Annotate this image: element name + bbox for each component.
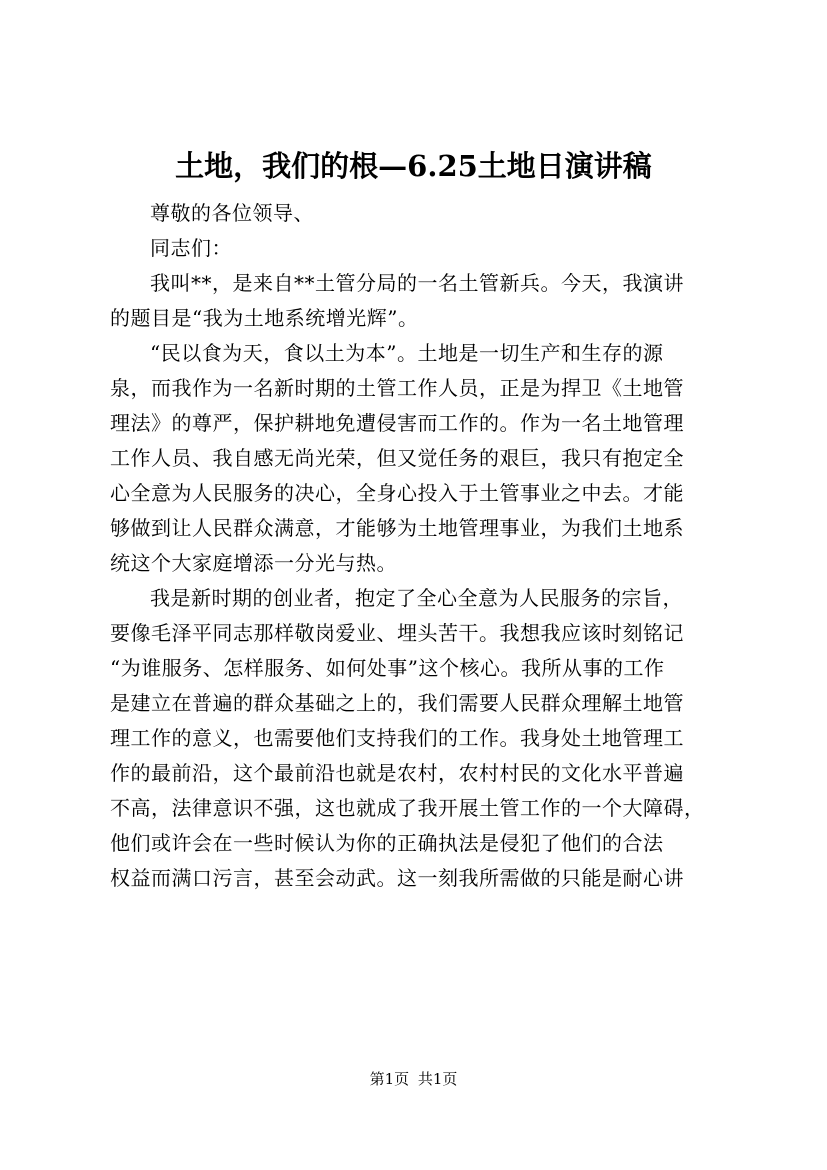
text-line: 不高，法律意识不强，这也就成了我开展土管工作的一个大障碍，: [110, 796, 705, 820]
document-body: [110, 196, 740, 896]
text-line: 工作人员、我自感无尚光荣，但又觉任务的艰巨，我只有抱定全: [110, 446, 684, 470]
text-line: 权益而满口污言，甚至会动武。这一刻我所需做的只能是耐心讲: [110, 866, 684, 890]
paragraph-salutation-1: [110, 196, 740, 231]
text-line: “为谁服务、怎样服务、如何处事”这个核心。我所从事的工作: [110, 656, 665, 680]
text-line: 理工作的意义，也需要他们支持我们的工作。我身处土地管理工: [110, 726, 684, 750]
text-line: 泉，而我作为一名新时期的土管工作人员，正是为捍卫《土地管: [110, 376, 684, 400]
paragraph-land-importance: [110, 336, 740, 581]
text-line: 的题目是“我为土地系统增光辉”。: [110, 306, 419, 330]
paragraph-salutation-2: [110, 231, 740, 266]
text-line: 统这个大家庭增添一分光与热。: [110, 551, 397, 575]
page-total: 共1页: [417, 1070, 458, 1088]
text-line: 理法》的尊严，保护耕地免遭侵害而工作的。作为一名土地管理: [110, 411, 684, 435]
text-line: 我叫**，是来自**土管分局的一名土管新兵。今天，我演讲: [150, 271, 684, 295]
text-line: 我是新时期的创业者，抱定了全心全意为人民服务的宗旨，: [150, 586, 683, 610]
paragraph-intro: [110, 266, 740, 336]
text-line: 够做到让人民群众满意，才能够为土地管理事业，为我们土地系: [110, 516, 684, 540]
text-line: 要像毛泽平同志那样敬岗爱业、埋头苦干。我想我应该时刻铭记: [110, 621, 684, 645]
text-line: 尊敬的各位领导、: [150, 201, 314, 225]
paragraph-pioneer: [110, 581, 740, 896]
text-line: 是建立在普遍的群众基础之上的，我们需要人民群众理解土地管: [110, 691, 684, 715]
text-line: 他们或许会在一些时候认为你的正确执法是侵犯了他们的合法: [110, 831, 664, 855]
page-number: 第1页: [369, 1070, 410, 1088]
text-line: 同志们：: [150, 236, 232, 260]
text-line: 心全意为人民服务的决心，全身心投入于土管事业之中去。才能: [110, 481, 684, 505]
document-title: 土地，我们的根—6.25土地日演讲稿: [175, 149, 652, 183]
text-line: 作的最前沿，这个最前沿也就是农村，农村村民的文化水平普遍: [110, 761, 684, 785]
page-footer: [0, 1069, 827, 1089]
text-line: “民以食为天，食以土为本”。土地是一切生产和生存的源: [150, 341, 664, 365]
